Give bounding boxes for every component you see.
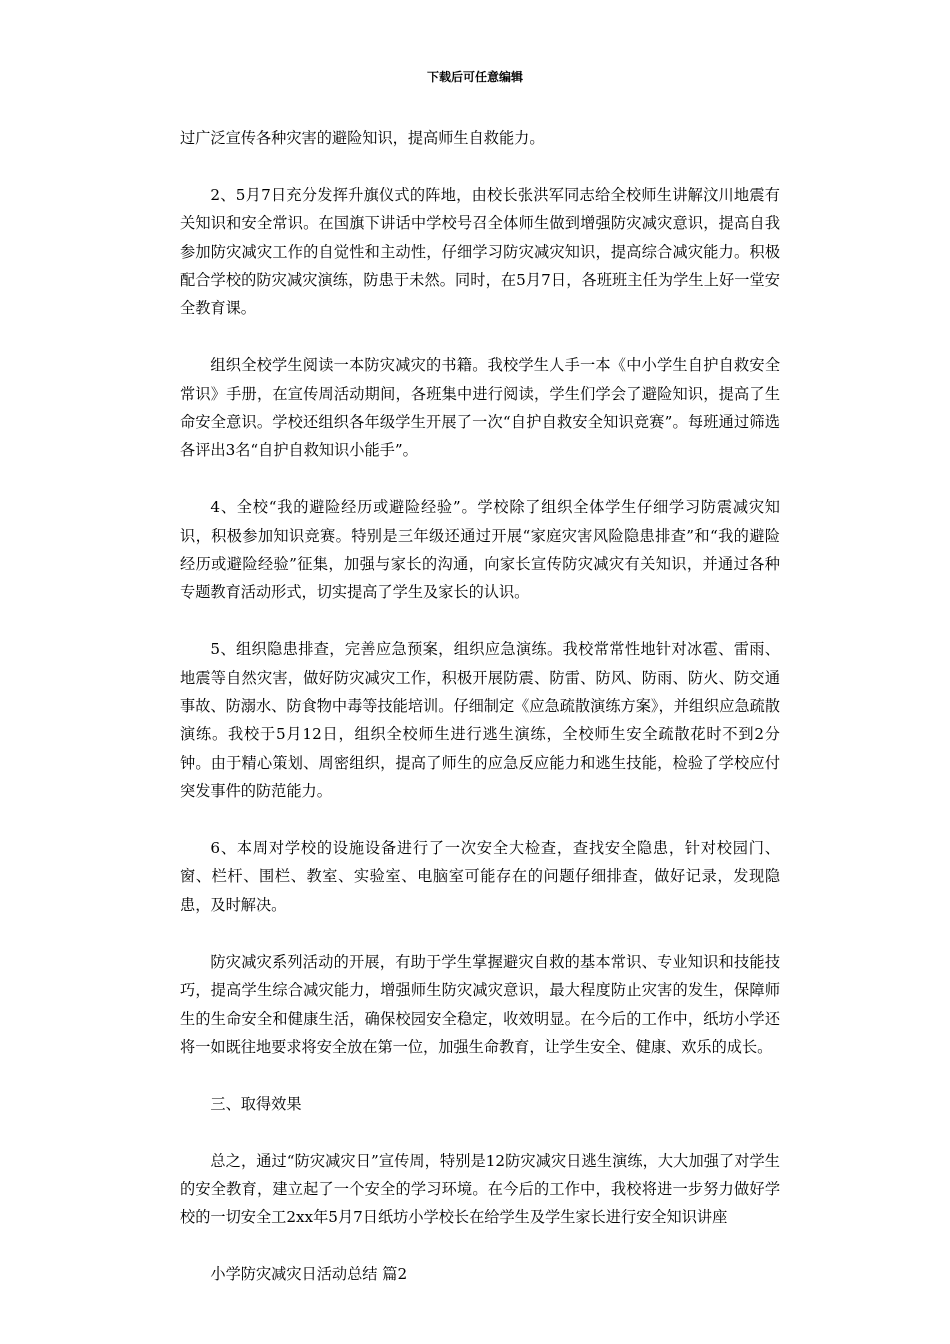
paragraph-summary-activities: 防灾减灾系列活动的开展，有助于学生掌握避灾自救的基本常识、专业知识和技能技巧，提高学生综合减灾能力，增强师生防灾减灾意识，最大程度防止灾害的发生，保障师生的生命安全和健康生活，确保校园安全稳定，收效明显。在今后的工作中，纸坊小学还将一如既往地要求将安全放在第一位，加强生命教育，让学生安全、健康、欢乐的成长。: [180, 952, 780, 1056]
paragraph-item-5-drills: 5、组织隐患排查，完善应急预案，组织应急演练。我校常常性地针对冰雹、雷雨、地震等自然灾害，做好防灾减灾工作，积极开展防震、防雷、防风、防雨、防火、防交通事故、防溺水、防食物中毒等技能培训。仔细制定《应急疏散演练方案》，并组织应急疏散演练。我校于5月12日，组织全校师生进行逃生演练，全校师生安全疏散花时不到2分钟。由于精心策划、周密组织，提高了师生的应急反应能力和逃生技能，检验了学校应付突发事件的防范能力。: [180, 640, 780, 801]
paragraph-continuation: 过广泛宣传各种灾害的避险知识，提高师生自救能力。: [180, 129, 545, 147]
paragraph-conclusion: 总之，通过“防灾减灾日”宣传周，特别是12防灾减灾日逃生演练，大大加强了对学生的安全教育，建立起了一个安全的学习环境。在今后的工作中，我校将进一步努力做好学校的一切安全工2xx年5月7日纸坊小学校长在给学生及学生家长进行安全知识讲座: [180, 1151, 780, 1227]
section-heading-results: 三、取得效果: [210, 1094, 302, 1113]
paragraph-item-2-flag-ceremony: 2、5月7日充分发挥升旗仪式的阵地，由校长张洪军同志给全校师生讲解汶川地震有关知识和安全常识。在国旗下讲话中学校号召全体师生做到增强防灾减灾意识，提高自我参加防灾减灾工作的自觉性和主动性，仔细学习防灾减灾知识，提高综合减灾能力。积极配合学校的防灾减灾演练，防患于未然。同时，在5月7日，各班班主任为学生上好一堂安全教育课。: [180, 185, 780, 318]
page-header-note: 下载后可任意编辑: [426, 70, 523, 84]
paragraph-item-6-inspection: 6、本周对学校的设施设备进行了一次安全大检查，查找安全隐患，针对校园门、窗、栏杆、围栏、教室、实验室、电脑室可能存在的问题仔细排查，做好记录，发现隐患，及时解决。: [180, 839, 780, 914]
section-heading-part-2: 小学防灾减灾日活动总结 篇2: [210, 1265, 408, 1284]
document-body: [180, 124, 780, 1317]
paragraph-reading-book: 组织全校学生阅读一本防灾减灾的书籍。我校学生人手一本《中小学生自护自救安全常识》手册，在宣传周活动期间，各班集中进行阅读，学生们学会了避险知识，提高了生命安全意识。学校还组织各年级学生开展了一次“自护自救安全知识竞赛”。每班通过筛选各评出3名“自护自救知识小能手”。: [180, 356, 780, 460]
paragraph-item-4-experience: 4、全校“我的避险经历或避险经验”。学校除了组织全体学生仔细学习防震减灾知识，积极参加知识竞赛。特别是三年级还通过开展“家庭灾害风险隐患排查”和“我的避险经历或避险经验”征集，加强与家长的沟通，向家长宣传防灾减灾有关知识，并通过各种专题教育活动形式，切实提高了学生及家长的认识。: [180, 498, 780, 602]
